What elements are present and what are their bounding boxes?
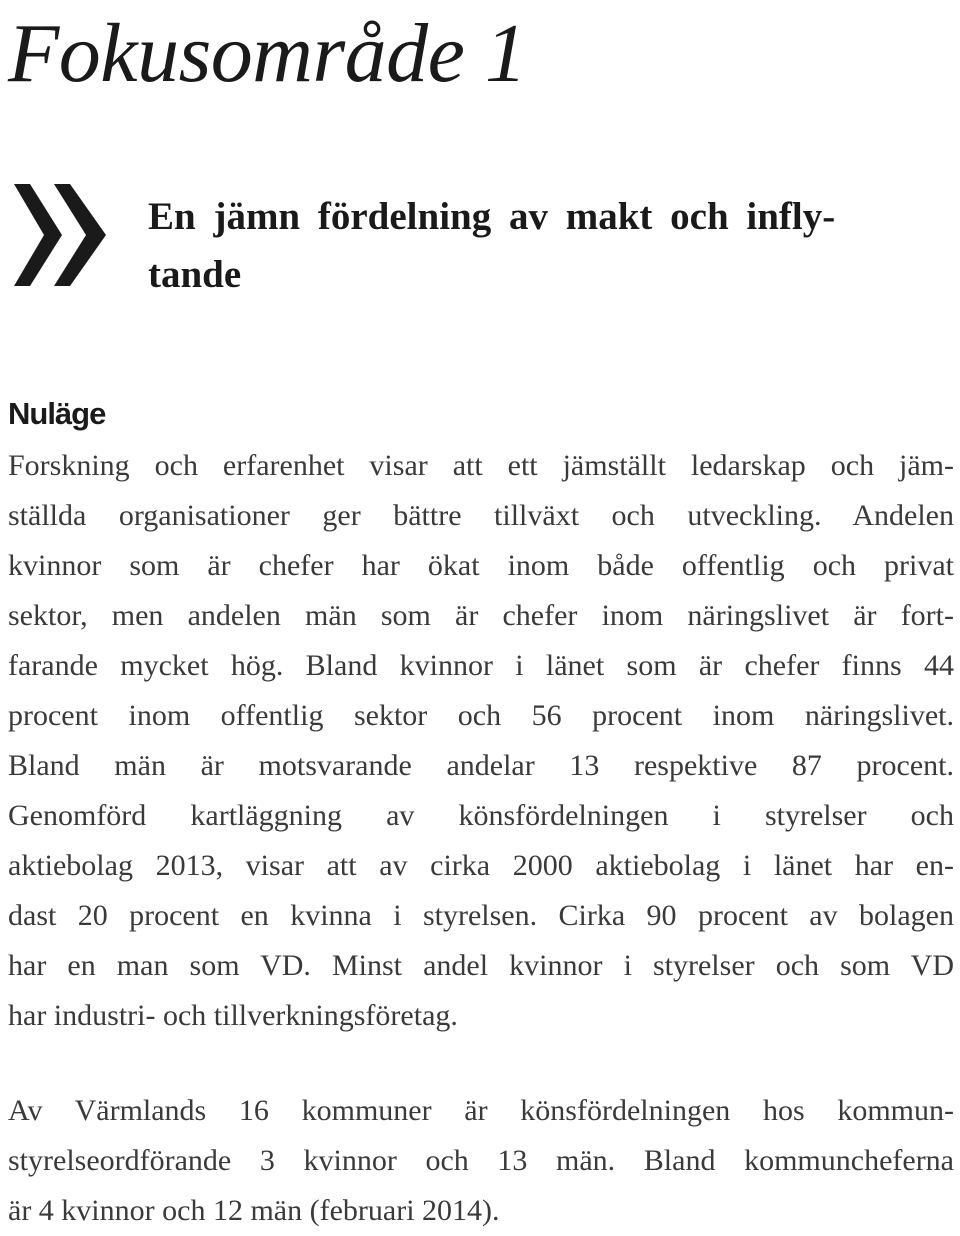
body-paragraph [8, 1086, 954, 1236]
text-line: ställda organisationer ger bättre tillväxt och utveckling. Andelen [8, 499, 954, 532]
text-line: Forskning och erfarenhet visar att ett jämställt ledarskap och jäm- [8, 449, 954, 482]
text-line: sektor, men andelen män som är chefer inom näringslivet är fort- [8, 599, 954, 632]
text-line: Bland män är motsvarande andelar 13 respektive 87 procent. [8, 749, 954, 782]
subtitle-line: En jämn fördelning av makt och infly- [148, 195, 836, 238]
text-line: dast 20 procent en kvinna i styrelsen. Cirka 90 procent av bolagen [8, 899, 954, 932]
text-line: är 4 kvinnor och 12 män (februari 2014). [8, 1194, 500, 1227]
text-line: procent inom offentlig sektor och 56 procent inom näringslivet. [8, 699, 954, 732]
text-line: kvinnor som är chefer har ökat inom både offentlig och privat [8, 549, 954, 582]
text-line: farande mycket hög. Bland kvinnor i länet som är chefer finns 44 [8, 649, 954, 682]
text-line: Genomförd kartläggning av könsfördelningen i styrelser och [8, 799, 954, 832]
text-line: har en man som VD. Minst andel kvinnor i styrelser och som VD [8, 949, 954, 982]
body-paragraph [8, 441, 954, 1041]
text-line: har industri- och tillverkningsföretag. [8, 999, 458, 1032]
subtitle-line: tande [148, 253, 242, 296]
section-heading: Nuläge [8, 396, 106, 431]
text-line: aktiebolag 2013, visar att av cirka 2000 aktiebolag i länet har en- [8, 849, 954, 882]
page-title: Fokusområde 1 [8, 7, 527, 100]
text-line: styrelseordförande 3 kvinnor och 13 män. Bland kommuncheferna [8, 1144, 954, 1177]
double-chevron-right-icon [10, 180, 110, 290]
section-subtitle [148, 188, 948, 304]
text-line: Av Värmlands 16 kommuner är könsfördelningen hos kommun- [8, 1094, 954, 1127]
